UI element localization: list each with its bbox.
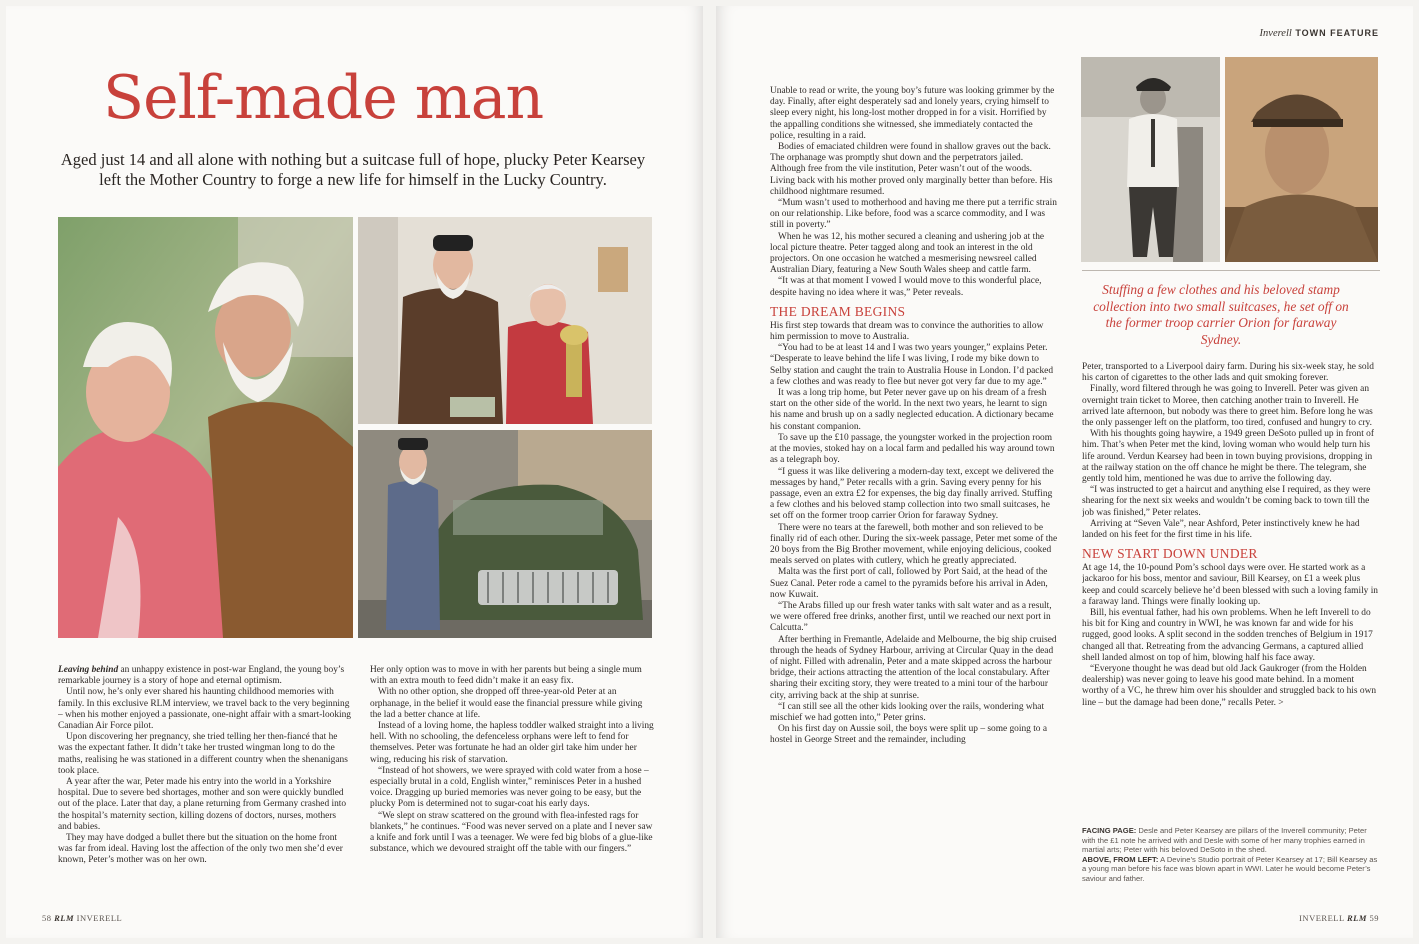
caption-text: A Devine’s Studio portrait of Peter Kearsey at 17; Bill Kearsey as a young man before his face was blown apart in WWI. Later he would become Peter’s saviour and father.: [1082, 854, 1378, 883]
folio-place: INVERELL: [76, 913, 123, 923]
paragraph: Arriving at “Seven Vale”, near Ashford, Peter instinctively knew he had landed on his feet for the first time in his life.: [1082, 518, 1360, 541]
paragraph: “I can still see all the other kids looking over the rails, wondering what mischief we had gotten into,” Peter grins.: [770, 701, 1045, 723]
page-number: 58: [42, 913, 52, 923]
subheading-dream-begins: THE DREAM BEGINS: [770, 303, 906, 319]
paragraph: “We slept on straw scattered on the ground with flea-infested rags for blankets,” he continues. “Food was never served on a plate and I never saw a knife and fork until I was a teenager. We were fed big blobs of a glue-like substance, which we devoured straight off the table with our fingers.”: [370, 810, 653, 855]
paragraph: Her only option was to move in with her parents but being a single mum with an extra mouth to feed didn’t make it an easy fix.: [370, 665, 642, 687]
paragraph: There were no tears at the farewell, both mother and son relieved to be finally rid of each other. During the six-week passage, Peter met some of the 20 boys from the Big Brother movement, while enjoying delicious, cooked meals served on plates with cutlery, which he greatly appreciated.: [770, 522, 1058, 567]
paragraph: To save up the £10 passage, the youngster worked in the projection room at the movies, stoked hay on a local farm and pedalled his way around town as a telegraph boy.: [770, 432, 1055, 466]
paragraph: His first step towards that dream was to convince the authorities to allow him permission to move to Australia.: [770, 320, 1044, 343]
paragraph: Instead of a loving home, the hapless toddler walked straight into a living hell. With no schooling, the defenceless orphans were left to fend for themselves. Peter was fortunate he had an older girl take him under her wing, reducing his risk of starvation.: [370, 721, 654, 765]
photo-captions: [1082, 826, 1380, 884]
section-label: TOWN FEATURE: [1295, 28, 1379, 38]
section-tag: [1260, 28, 1379, 39]
paragraph: “You had to be at least 14 and I was two years younger,” explains Peter. “Desperate to leave behind the life I was living, I rode my bike down to Selby station and caught the train to Australia House in London. I’d packed a few clothes and was ready to flee but never got very far due to my age.”: [770, 343, 1054, 387]
paragraph: “The Arabs filled up our fresh water tanks with salt water and as a result, we were offered free drinks, another first, until we reached our next port in Calcutta.”: [770, 600, 1052, 634]
folio-place: INVERELL: [1299, 913, 1345, 923]
paragraph: Peter, transported to a Liverpool dairy farm. During his six-week stay, he sold his carton of cigarettes to the other lads and quit smoking forever.: [1082, 362, 1374, 384]
paragraph: With his thoughts going haywire, a 1949 green DeSoto pulled up in front of him. That’s when Peter met the kind, loving woman who would help turn his life around. Verdun Kearsey had been in town buying provisions, dropping in at the railway station on the off chance he might be there. The telegram, she gently told him, mentioned he was due to arrive the following day.: [1082, 429, 1374, 485]
headline: Self-made man: [103, 63, 544, 133]
section-place: Inverell: [1259, 28, 1292, 39]
folio-brand: RLM: [1346, 913, 1367, 923]
folio-brand: RLM: [54, 913, 75, 923]
paragraph: “I guess it was like delivering a modern-day text, except we delivered the messages by hand,” Peter recalls with a grin. Saving every penny for his passage, even an extra £2 for expenses, the big day finally arrived. Stuffing a few clothes and his beloved stamp collection into two small suitcases, he set off on the former troop carrier Orion for faraway Sydney.: [770, 466, 1054, 522]
paragraph: With no other option, she dropped off three-year-old Peter at an orphanage, in the belief it would ease the financial pressure while giving the lad a better chance at life.: [370, 687, 643, 720]
paragraph: Bodies of emaciated children were found in shallow graves out the back. The orphanage was promptly shut down and the perpetrators jailed. Although free from the vile institution, Peter wasn’t out of the woods. Living back with his mother proved only marginally better than before. His childhood nightmare resumed.: [770, 142, 1053, 197]
folio-left: [42, 913, 122, 923]
lead-paragraph: [58, 665, 351, 687]
photo-portrait-peter-17: [1081, 57, 1220, 262]
paragraph: After berthing in Fremantle, Adelaide and Melbourne, the big ship cruised through the heads of Sydney Harbour, arriving at Circular Quay in the dead of night. Filled with adrenalin, Peter and a mate skipped across the harbour bridge, their actions attracting the attention of the local constabulary. After sharing their exciting story, they were treated to a mini tour of the harbour city, arriving back at the ship at sunrise.: [770, 634, 1057, 701]
paragraph: “Everyone thought he was dead but old Jack Gaukroger (from the Holden dealership) was never going to leave his good mate behind. In a moment worthy of a VC, he threw him over his shoulder and struggled back to his own line – but the damage had been done,” recalls Peter. >: [1082, 664, 1377, 708]
subheading-new-start: NEW START DOWN UNDER: [1082, 546, 1258, 562]
photo-couple-trophy: [358, 217, 652, 424]
paragraph: Bill, his eventual father, had his own problems. When he left Inverell to do his bit for King and country in WWI, he was known far and wide for his rugged, good looks. A split second in the sodden trenches of Belgium in 1917 changed all that. Retreating from the advancing Germans, a captured allied shell landed almost on top of him, blowing half his face away.: [1082, 608, 1373, 663]
paragraph: Finally, word filtered through he was going to Inverell. Peter was given an overnight train ticket to Moree, then catching another train to Inverell. He arrived late afternoon, but nobody was there to greet him. Before long he was the only passenger left on the platform, too tired, confused and hungry to cry.: [1082, 384, 1373, 429]
caption-text: Desle and Peter Kearsey are pillars of the Inverell community; Peter with the £1 note he arrived with and Desle with some of her many trophies earned in martial arts; Peter with his beloved DeSoto in the shed.: [1082, 826, 1367, 855]
paragraph: They may have dodged a bullet there but the situation on the home front was far from ideal. Having lost the affection of the only two men she’d ever known, Peter’s mother was on her own.: [58, 833, 343, 866]
caption-above: [1082, 855, 1380, 884]
paragraph: On his first day on Aussie soil, the boys were split up – some going to a hostel in George Street and the remainder, including: [770, 724, 1047, 746]
paragraph: “I was instructed to get a haircut and anything else I required, as they were shearing for the next six weeks and wouldn’t be coming back to town till the job was finished,” Peter relates.: [1082, 485, 1371, 518]
photo-desoto-car: [358, 430, 652, 638]
standfirst: Aged just 14 and all alone with nothing but a suitcase full of hope, plucky Peter Kearsey left the Mother Country to forge a new life for himself in the Lucky Country.: [60, 150, 646, 189]
paragraph: At age 14, the 10-pound Pom’s school days were over. He started work as a jackaroo for his boss, mentor and saviour, Bill Kearsey, on £1 a week plus keep and could scarcely believe he’d been blessed with such a loving family in a faraway land. Things were finally looking up.: [1082, 563, 1378, 607]
paragraph: Malta was the first port of call, followed by Port Said, at the head of the Suez Canal. Peter rode a camel to the pyramids before his arrival in Aden, now Kuwait.: [770, 567, 1048, 600]
lead-rest: an unhappy existence in post-war England, the young boy’s remarkable journey is a story of hope and eternal optimism.: [58, 665, 345, 687]
page-number: 59: [1369, 913, 1379, 923]
paragraph: Upon discovering her pregnancy, she tried telling her then-fiancé that he was the expectant father. It didn’t take her trusted wingman long to do the maths, realising he was stationed in a different country when the shenanigans took place.: [58, 732, 348, 776]
paragraph: Until now, he’s only ever shared his haunting childhood memories with family. In this exclusive RLM interview, we travel back to the very beginning – when his mother enjoyed a passionate, one-night affair with a smart-looking Canadian Air Force pilot.: [58, 687, 351, 732]
column-2: [370, 665, 655, 900]
column-1: [58, 665, 351, 900]
column-3: [770, 86, 1058, 896]
paragraph: “Instead of hot showers, we were sprayed with cold water from a hose – especially brutal in a cold, English winter,” reminisces Peter in a hushed voice. Dragging up buried memories was never going to be easy, but the plucky Pom is determined not to sugar-coat his early days.: [370, 765, 649, 810]
photo-portrait-bill-soldier: [1225, 57, 1378, 262]
pull-quote: Stuffing a few clothes and his beloved stamp collection into two small suitcases, he set off on the former troop carrier Orion for faraway Sydney.: [1093, 282, 1349, 347]
paragraph: Unable to read or write, the young boy’s future was looking grimmer by the day. Finally, after eight desperately sad and lonely years, crying himself to sleep every night, his long-lost mother dropped in for a visit. Horrified by the appalling conditions she witnessed, she immediately contacted the police, resulting in a raid.: [770, 86, 1055, 141]
paragraph: When he was 12, his mother secured a cleaning and ushering job at the local picture theatre. Peter tagged along and took an interest in the old projectors. On one occasion he watched a mesmerising newsreel called Australian Diary, featuring a New South Wales sheep and cattle farm.: [770, 231, 1045, 276]
paragraph: It was a long trip home, but Peter never gave up on his dream of a fresh start on the other side of the world. In the next two years, he learnt to sign his name and brush up on a sadly neglected education. A dictionary became his constant companion.: [770, 388, 1054, 432]
folio-right: [1299, 913, 1379, 923]
caption-facing-page: [1082, 826, 1380, 855]
caption-label: FACING PAGE:: [1082, 826, 1137, 835]
paragraph: A year after the war, Peter made his entry into the world in a Yorkshire hospital. Due to severe bed shortages, mother and son were quickly bundled out of the place. Later that day, a plane returning from Germany crashed into the hospital’s maternity section, killing dozens of doctors, nurses, mothers and babies.: [58, 777, 347, 832]
lead-in: Leaving behind: [58, 665, 119, 675]
paragraph: “Mum wasn’t used to motherhood and having me there put a terrific strain on our relationship. Like before, food was a scarce commodity, and I was still in poverty.”: [770, 198, 1057, 231]
pull-quote-rule: [1082, 270, 1380, 271]
caption-label: ABOVE, FROM LEFT:: [1082, 854, 1159, 864]
column-4: [1082, 362, 1380, 814]
paragraph: “It was at that moment I vowed I would move to this wonderful place, despite having no idea where it was,” Peter reveals.: [770, 276, 1042, 298]
photo-couple-embrace: [58, 217, 353, 638]
